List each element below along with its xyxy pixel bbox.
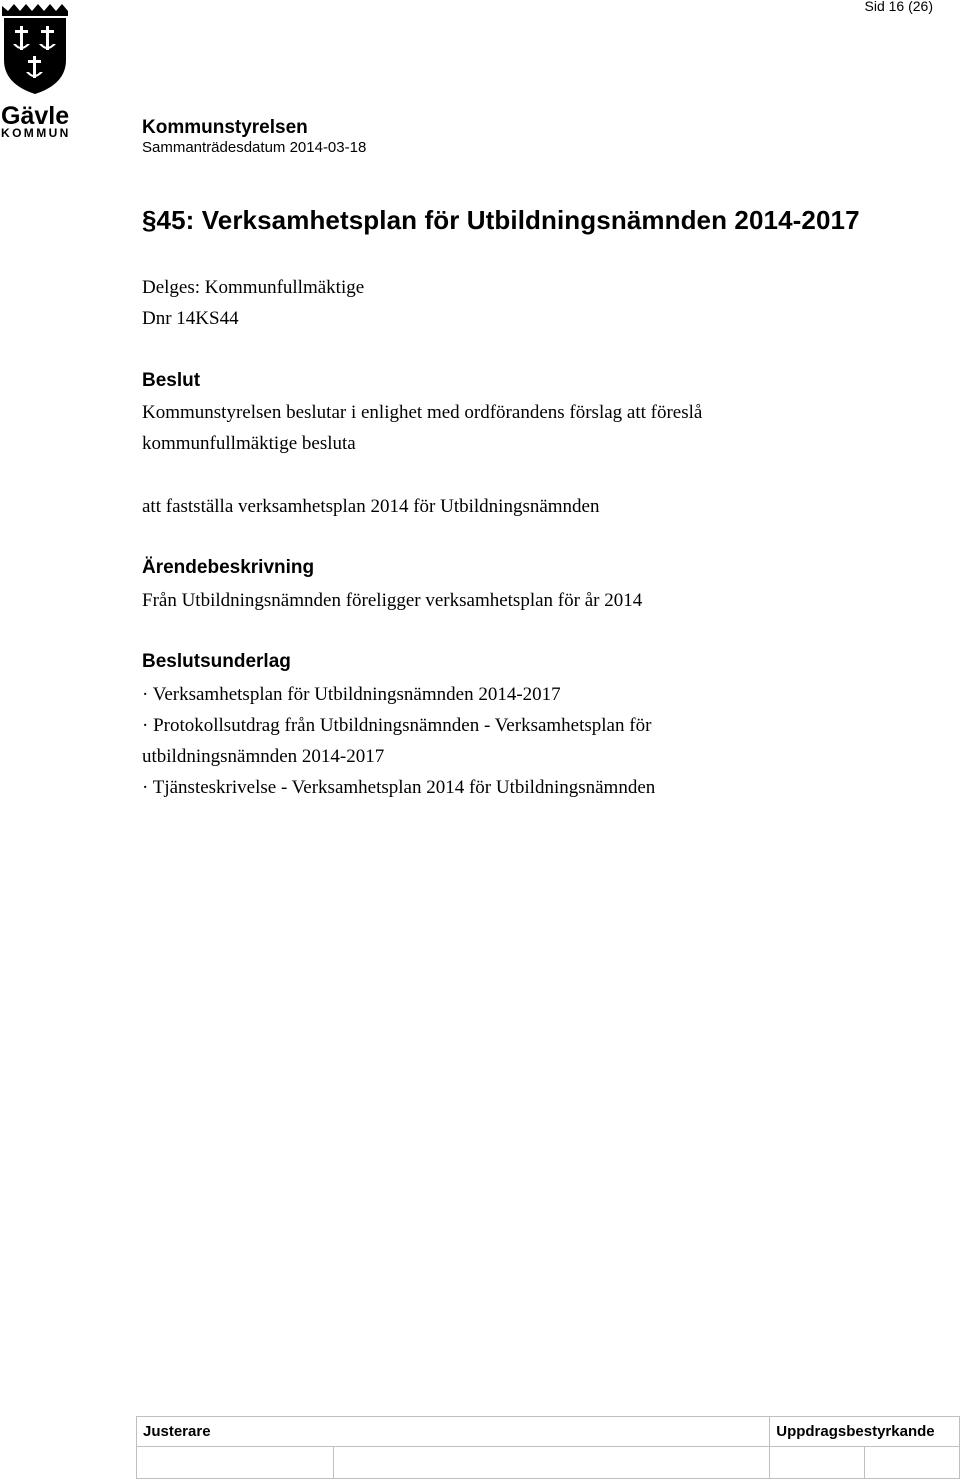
- meeting-date: Sammanträdesdatum 2014-03-18: [142, 139, 367, 156]
- beslutsunderlag-item: · Protokollsutdrag från Utbildningsnämnden - Verksamhetsplan för: [142, 715, 652, 736]
- arendebeskrivning-text: Från Utbildningsnämnden föreligger verksamhetsplan för år 2014: [142, 590, 643, 611]
- organization-name: Kommunstyrelsen: [142, 117, 308, 138]
- arendebeskrivning-heading: Ärendebeskrivning: [142, 557, 315, 578]
- beslut-line: Kommunstyrelsen beslutar i enlighet med ordförandens förslag att föreslå: [142, 402, 703, 423]
- beslutsunderlag-item: · Tjänsteskrivelse - Verksamhetsplan 2014 för Utbildningsnämnden: [142, 777, 656, 798]
- beslutsunderlag-item: · Verksamhetsplan för Utbildningsnämnden 2014-2017: [142, 684, 561, 705]
- uppdragsbestyrkande-label: Uppdragsbestyrkande: [770, 1417, 960, 1447]
- signature-cell: [770, 1447, 865, 1479]
- beslut-line: kommunfullmäktige besluta: [142, 433, 356, 454]
- justerare-label: Justerare: [137, 1417, 770, 1447]
- dnr-text: Dnr 14KS44: [142, 308, 239, 329]
- delges-text: Delges: Kommunfullmäktige: [142, 277, 365, 298]
- logo-name: Gävle: [1, 102, 70, 130]
- signature-cell: [865, 1447, 960, 1479]
- gavle-kommun-logo: [0, 0, 80, 140]
- gavle-kommun-coat-of-arms-icon: [0, 0, 80, 140]
- beslutsunderlag-item: utbildningsnämnden 2014-2017: [142, 746, 385, 767]
- signature-cell: [334, 1447, 770, 1479]
- beslut-line: att fastställa verksamhetsplan 2014 för Utbildningsnämnden: [142, 496, 600, 517]
- signature-cell: [137, 1447, 334, 1479]
- signature-table: [136, 1416, 960, 1479]
- page-number: Sid 16 (26): [864, 0, 933, 14]
- logo-subtitle: KOMMUN: [1, 126, 71, 140]
- beslut-heading: Beslut: [142, 370, 201, 391]
- beslutsunderlag-heading: Beslutsunderlag: [142, 651, 291, 672]
- document-title: §45: Verksamhetsplan för Utbildningsnämnden 2014-2017: [142, 205, 860, 235]
